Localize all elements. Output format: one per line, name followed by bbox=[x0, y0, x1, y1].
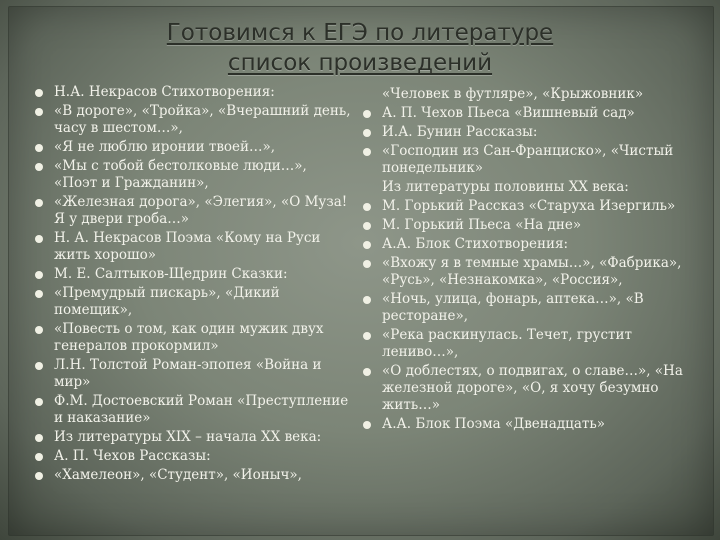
list-item: «Вхожу я в темные храмы…», «Фабрика», «Русь», «Незнакомка», «Россия», bbox=[362, 255, 702, 289]
slide-title bbox=[0, 18, 720, 78]
list-item: «Повесть о том, как один мужик двух генералов прокормил» bbox=[34, 321, 354, 355]
list-item: Н. А. Некрасов Поэма «Кому на Руси жить хорошо» bbox=[34, 230, 354, 264]
list-item: «Железная дорога», «Элегия», «О Муза! Я у двери гроба…» bbox=[34, 194, 354, 228]
list-item: «Хамелеон», «Студент», «Ионыч», bbox=[34, 467, 354, 484]
list-item: М. Горький Пьеса «На дне» bbox=[362, 217, 702, 234]
title-line-2: список произведений bbox=[227, 50, 493, 76]
title-line-1: Готовимся к ЕГЭ по литературе bbox=[166, 20, 554, 46]
left-bullet-list bbox=[34, 84, 354, 486]
list-item: «Река раскинулась. Течет, грустит лениво…», bbox=[362, 327, 702, 361]
list-item: А. П. Чехов Пьеса «Вишневый сад» bbox=[362, 105, 702, 122]
list-item: «В дороге», «Тройка», «Вчерашний день, часу в шестом…», bbox=[34, 103, 354, 137]
list-item: Из литературы половины XX века: bbox=[382, 179, 629, 195]
list-item: «Человек в футляре», «Крыжовник» bbox=[382, 86, 644, 102]
list-item: Ф.М. Достоевский Роман «Преступление и наказание» bbox=[34, 393, 354, 427]
list-item: А.А. Блок Поэма «Двенадцать» bbox=[362, 416, 702, 433]
list-item: Л.Н. Толстой Роман-эпопея «Война и мир» bbox=[34, 357, 354, 391]
list-item: «Премудрый пискарь», «Дикий помещик», bbox=[34, 285, 354, 319]
list-item: «Мы с тобой бестолковые люди…», «Поэт и Гражданин», bbox=[34, 158, 354, 192]
list-item: Из литературы XIX – начала XX века: bbox=[34, 429, 354, 446]
list-item: «Я не люблю иронии твоей…», bbox=[34, 139, 354, 156]
list-item: «Ночь, улица, фонарь, аптека…», «В ресторане», bbox=[362, 291, 702, 325]
list-item: А.А. Блок Стихотворения: bbox=[362, 236, 702, 253]
right-bullet-list bbox=[362, 86, 702, 435]
list-item: «Господин из Сан-Франциско», «Чистый понедельник» bbox=[362, 143, 702, 177]
list-item: Н.А. Некрасов Стихотворения: bbox=[34, 84, 354, 101]
list-item: И.А. Бунин Рассказы: bbox=[362, 124, 702, 141]
list-item: «О доблестях, о подвигах, о славе…», «На железной дороге», «О, я хочу безумно жить…» bbox=[362, 363, 702, 414]
list-item: М. Горький Рассказ «Старуха Изергиль» bbox=[362, 198, 702, 215]
list-item: М. Е. Салтыков-Щедрин Сказки: bbox=[34, 266, 354, 283]
list-item: А. П. Чехов Рассказы: bbox=[34, 448, 354, 465]
